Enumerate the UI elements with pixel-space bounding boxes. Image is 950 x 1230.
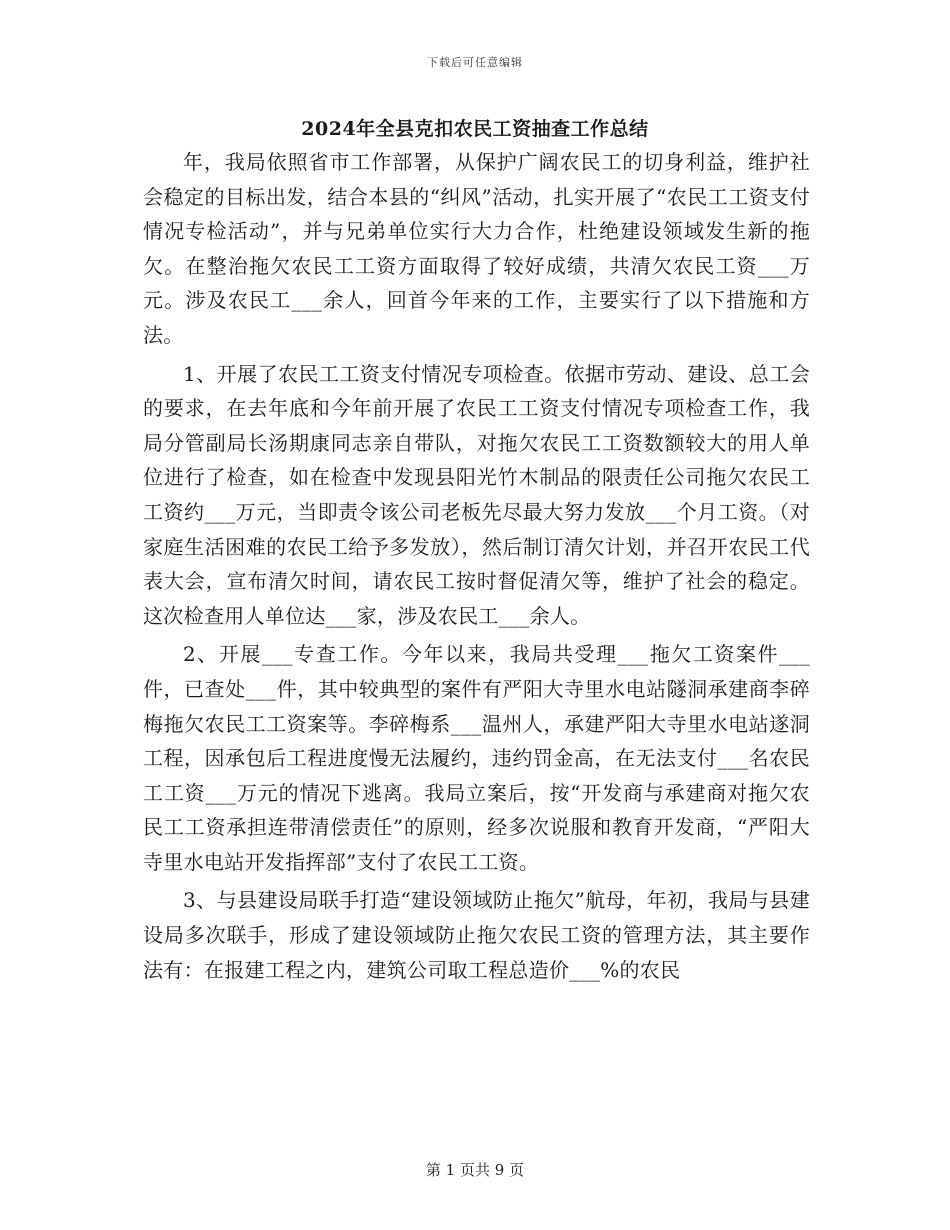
paragraph-item-3: 3、与县建设局联手打造“建设领域防止拖欠”航母，年初，我局与县建设局多次联手，形成了建设领域防止拖欠农民工资的管理方法，其主要作法有：在报建工程之内，建筑公司取工程总造价___%的农民 — [143, 888, 810, 982]
header-note: 下载后可任意编辑 — [427, 56, 523, 69]
paragraph-intro: 年，我局依照省市工作部署，从保护广阔农民工的切身利益，维护社会稳定的目标出发，结合本县的“纠风”活动，扎实开展了“农民工工资支付情况专检活动”，并与兄弟单位实行大力合作，杜绝建设领域发生新的拖欠。在整治拖欠农民工工资方面取得了较好成绩，共清欠农民工资___万元。涉及农民工___余人，回首今年来的工作，主要实行了以下措施和方法。 — [143, 150, 810, 347]
page-number-footer: 第 1 页共 9 页 — [425, 1161, 525, 1179]
document-body — [143, 145, 810, 991]
document-title: 2024年全县克扣农民工资抽查工作总结 — [301, 118, 649, 140]
paragraph-item-2: 2、开展___专查工作。今年以来，我局共受理___拖欠工资案件___件，已查处___件，其中较典型的案件有严阳大寺里水电站隧洞承建商李碎梅拖欠农民工工资案等。李碎梅系___温州人，承建严阳大寺里水电站遂洞工程，因承包后工程进度慢无法履约，违约罚金高，在无法支付___名农民工工资___万元的情况下逃离。我局立案后，按“开发商与承建商对拖欠农民工工资承担连带清偿责任”的原则，经多次说服和教育开发商，“严阳大寺里水电站开发指挥部”支付了农民工工资。 — [143, 642, 810, 874]
paragraph-item-1: 1、开展了农民工工资支付情况专项检查。依据市劳动、建设、总工会的要求，在去年底和今年前开展了农民工工资支付情况专项检查工作，我局分管副局长汤期康同志亲自带队，对拖欠农民工工资数额较大的用人单位进行了检查，如在检查中发现县阳光竹木制品的限责任公司拖欠农民工工资约___万元，当即责令该公司老板先尽最大努力发放___个月工资。（对家庭生活困难的农民工给予多发放），然后制订清欠计划，并召开农民工代表大会，宣布清欠时间，请农民工按时督促清欠等，维护了社会的稳定。这次检查用人单位达___家，涉及农民工___余人。 — [143, 361, 810, 628]
